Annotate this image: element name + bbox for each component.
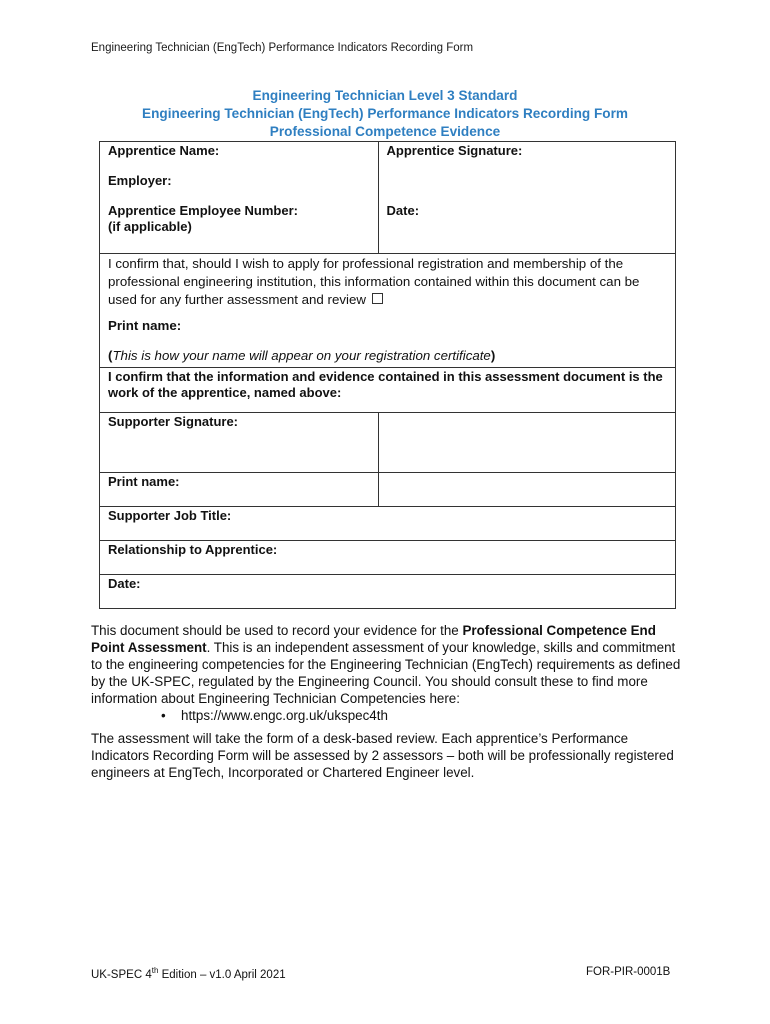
footer-form-code: FOR-PIR-0001B: [586, 966, 671, 978]
footer-edition: UK-SPEC 4th Edition – v1.0 April 2021: [91, 966, 286, 981]
title-standard: Engineering Technician Level 3 Standard: [252, 88, 518, 103]
title-evidence: Professional Competence Evidence: [269, 124, 501, 139]
title-form: Engineering Technician (EngTech) Performance Indicators Recording Form: [142, 106, 628, 121]
apprentice-signature-cell[interactable]: [378, 142, 675, 254]
link-list-item: [161, 707, 681, 724]
supporter-date-field[interactable]: Date:: [100, 575, 676, 609]
supporter-signature-field[interactable]: [378, 413, 675, 473]
bullet-icon: •: [161, 708, 166, 723]
name-note-text: This is how your name will appear on your registration certificate: [112, 348, 491, 363]
date-label: Date:: [386, 203, 420, 218]
relationship-field[interactable]: Relationship to Apprentice:: [100, 541, 676, 575]
assessment-paragraph: The assessment will take the form of a desk-based review. Each apprentice’s Performance Indicators Recording Form will be assessed by 2 assessors – both will be professionally registered engineers at EngTech, Incorporated or Chartered Engineer level.: [91, 731, 674, 780]
supporter-job-title-field[interactable]: Supporter Job Title:: [100, 507, 676, 541]
supporter-print-name-field[interactable]: [378, 473, 675, 507]
name-note: (This is how your name will appear on your registration certificate): [108, 348, 496, 363]
intro-paragraph: This document should be used to record your evidence for the Professional Competence End Point Assessment. This is an independent assessment of your knowledge, skills and commitment to the engineering competencies for the Engineering Technician (EngTech) requirements as defined by the UK-SPEC, regulated by the Engineering Council. You should consult these to find more information about Engineering Technician Competencies here: • https://www.engc.org.uk/ukspec4th: [91, 623, 681, 723]
employee-number-label: Apprentice Employee Number:: [108, 203, 298, 218]
apprentice-name-label: Apprentice Name:: [108, 143, 220, 158]
consent-checkbox[interactable]: [372, 293, 383, 304]
employer-label: Employer:: [108, 173, 172, 188]
supporter-signature-label: Supporter Signature:: [100, 413, 379, 473]
apprentice-signature-label: Apprentice Signature:: [386, 143, 523, 158]
confirm-statement: I confirm that the information and evidence contained in this assessment document is the work of the apprentice, named above:: [100, 368, 676, 413]
supporter-print-name-label: Print name:: [100, 473, 379, 507]
epa-bold-text: Professional Competence End Point Assessment: [91, 623, 656, 655]
consent-text: I confirm that, should I wish to apply for professional registration and membership of the professional engineering institution, this information contained within this document can be used for any further assessment and review: [108, 256, 640, 307]
apprentice-details-cell[interactable]: [100, 142, 379, 254]
title-block: [0, 87, 770, 141]
print-name-label: Print name:: [108, 318, 182, 333]
page-header: Engineering Technician (EngTech) Performance Indicators Recording Form: [91, 42, 474, 54]
recording-form-table: [99, 141, 676, 609]
ukspec-link[interactable]: https://www.engc.org.uk/ukspec4th: [181, 708, 388, 723]
if-applicable-label: (if applicable): [108, 219, 192, 234]
consent-cell: [100, 254, 676, 368]
